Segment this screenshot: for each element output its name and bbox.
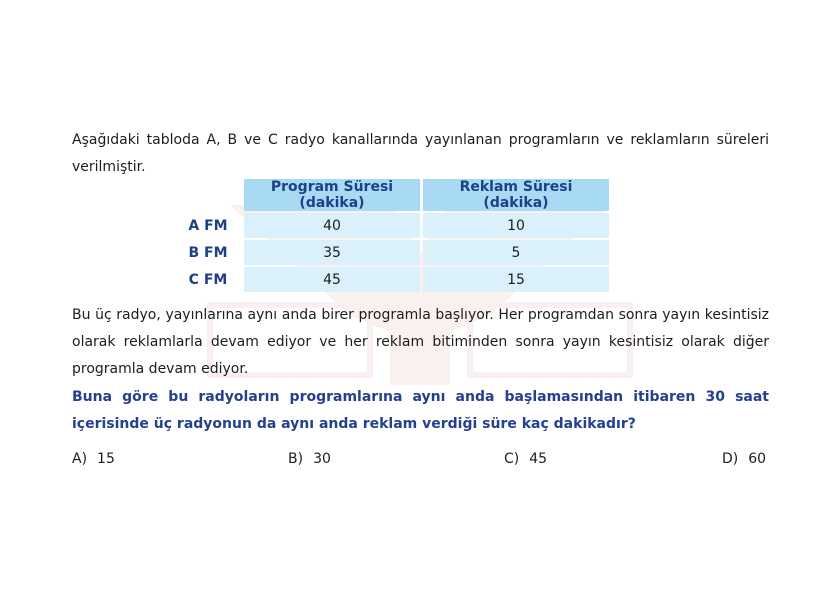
- ad-cell: 15: [423, 267, 609, 292]
- table-row: [175, 213, 609, 238]
- option-value: 60: [748, 451, 767, 467]
- row-label: C FM: [188, 271, 228, 288]
- option-a[interactable]: [72, 451, 115, 467]
- ad-cell: 5: [423, 240, 609, 265]
- question-text: Buna göre bu radyoların programlarına aynı anda başlamasından itibaren 30 saat içerisinde üç radyonun da aynı anda reklam verdiği süre kaç dakikadır?: [72, 389, 769, 432]
- row-label: A FM: [188, 217, 228, 234]
- program-cell: 40: [244, 213, 420, 238]
- option-letter: C): [504, 451, 520, 467]
- option-value: 15: [97, 451, 115, 467]
- table-header-row: [175, 179, 609, 211]
- table-row: [175, 267, 609, 292]
- program-cell: 35: [244, 240, 420, 265]
- duration-table: [172, 177, 612, 294]
- table-row: [175, 240, 609, 265]
- option-b[interactable]: [288, 451, 331, 467]
- header-program-duration: Program Süresi (dakika): [244, 179, 420, 211]
- body-text: Bu üç radyo, yayınlarına aynı anda birer programla başlıyor. Her programdan sonra yayın kesintisiz olarak reklamlarla devam ediyor ve her reklam bitiminden sonra yayın kesintisiz olarak diğer programla devam ediyor.: [72, 307, 769, 377]
- option-value: 30: [313, 451, 331, 467]
- option-letter: A): [72, 451, 88, 467]
- row-label: B FM: [188, 244, 228, 261]
- program-cell: 45: [244, 267, 420, 292]
- option-letter: D): [722, 451, 739, 467]
- option-d[interactable]: [722, 451, 766, 467]
- table-corner-cell: [175, 179, 241, 211]
- ad-cell: 10: [423, 213, 609, 238]
- header-ad-duration: Reklam Süresi (dakika): [423, 179, 609, 211]
- option-value: 45: [529, 451, 548, 467]
- option-letter: B): [288, 451, 304, 467]
- intro-text: Aşağıdaki tabloda A, B ve C radyo kanallarında yayınlanan programların ve reklamların süreleri verilmiştir.: [72, 132, 769, 175]
- answer-options: [72, 451, 769, 473]
- option-c[interactable]: [504, 451, 547, 467]
